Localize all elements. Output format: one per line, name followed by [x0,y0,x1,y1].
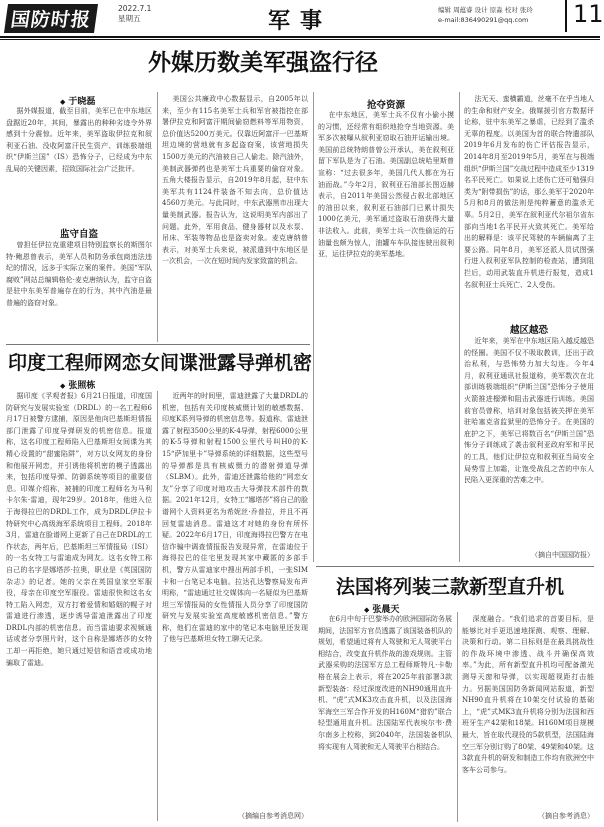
column-divider [157,92,158,342]
article3-column-2: 深度融合。“我们追求的首要目标，是能够比对手更迅速地探测、观察、理解、决策和行动。第二目标则是在最具挑战性的作战环境中渗透、战斗并确保高效率。”为此，所有新型直升机均可配备激光测导天窗和导弹，以实现超视距打击能力。另据美国国防务新闻网站报道，新型NH90直升机将在10架交付试验的基础上，“虎”式MK3直升机将分别为法国和西班牙生产42架和18架。H160M项目规模最大，旨在取代现役的5款机型，法国陆海空三军分别订购了80架、49架和40架。这3款直升机的研发和制造工作均有欧洲空中客车公司参与。 [462,615,594,774]
article1-column-4b: 近年来，美军在中东地区陷入越反越恐的怪圈。美国不仅不吸取教训，还出于政治私利，与恐怖势力加大勾连。今年4月，叙利亚通讯社报道称，美军数次在北部训练极端组织“伊斯兰国”恐怖分子使用火箭推进榴弹和阻击武器进行训练。美国前官员曾称，培训对象包括被关押在美军驻哈塞克省监狱里的恐怖分子。在美国的庇护之下，美军已将数百名“伊斯兰国”恐怖分子训练成了袭击叙利亚政府军和平民的工具，他们让伊拉克和叙利亚当局安全局势雪上加霜，让饱受战乱之苦的中东人民陷入更深重的苦难之中。 [464,337,594,485]
header-rule-thin [0,39,600,40]
column-divider [457,612,458,822]
header-rule [0,36,600,38]
article1-column-4: 法无天、蛮横霸道，丝毫不在乎当地人的生命和财产安全。俄媒援引官方数据评论称，驻中东美军之暴虐，已经到了滥杀无辜的程度。以美国为首的联合特遣部队2019年6月发布的伤亡评估报告显示，2014年8月至2019年5月，美军在与极端组织“伊斯兰国”交战过程中造成至少1319名平民死亡。如果说上述伤亡还可勉强归类为“附带损伤”的话，那么美军于2020年5月和8月的做法则是纯粹蓄意的滥杀无辜。5月2日，美军在叙利亚代尔祖尔省东部向当地1名平民开火致其死亡。美军给出的解释是：该平民驾驶的车辆偏离了主要公路。同年8月，美军还派人员试图强行进入叙利亚军队控制的检查站，遭到阻拦后，动用武装直升机进行报复，造成1名叙利亚士兵死亡、2人受伤。 [464,95,594,289]
article2-credit: （摘编自参考消息网） [238,812,308,820]
column-divider [313,92,314,562]
article3-column-1: 在6月中旬于巴黎举办的欧洲国际防务展期间，法国军方官员透露了该国装备机队的规划，希望通过将有人驾驶和无人驾驶平台相结合，改变直升机作战的游戏规则。主管武器采购的法国军方总工程师斯特凡·卡勒格在展会上表示，将在2025年前部署3款新型装备：经过深度改进的NH90通用直升机、“虎”式MK3攻击直升机，以及法国海军海空三军合作开发的H160M“猎豹”联合轻型通用直升机。法国陆军代表埃尔韦·费尔南多上校称，到2040年，法国装备机队将实现有人驾驶和无人驾驶平台相结合。 [318,615,452,751]
article1-column-1b: 曾担任伊拉克重建项目特别监察长的斯图尔特·鲍恩曾表示，美军人员和防务承包商违法违纪的情况，远多于实际立案的案件。美国“军队腐败”网站总编辑格伦·麦克唐纳认为，监守自盗是驻中东美军普遍存在的行为，其中汽油是最普遍的盗窃对象。 [6,241,152,307]
article1-credit: （摘自中国国防报） [531,551,594,559]
email-line: e-mail:836490291@qq.com [438,16,529,24]
triangle-icon: ◆ [60,98,66,106]
column-divider [459,92,460,562]
article1-column-1: 据外媒报道，截至目前，美军已在中东地区盘踞近20年，其间，暴露出的种种劣迹令外界感到十分震惊。近年来，美军盗取伊拉克和叙利亚石油、没收阿富汗民生资产、训练极端组织“伊斯兰国”（IS）恐怖分子，已经成为中东乱局的关键因素，招致国际社会广泛批评。 [6,107,152,173]
article2-column-1: 据印度《孚观者报》6月21日报道，印度国防研究与发展实验室（DRDL）的一名工程师6月17日被警方逮捕，原因是他向巴基斯坦情报部门泄露了印度导弹研发的机密信息。报道称，这名印度工程师陷入巴基斯坦女间谍为其精心设置的“甜蜜陷阱”，对方以女网友的身份和他展开网恋，并引诱他将机密的模子透露出来，包括印度导弹、防御系统等项目的重要信息。印媒介绍称，被捕的印度工程师名为马利卡尔朱·雷迪，现年29岁。2018年，他进入位于海得拉巴的DRDL工作，成为DRDL伊拉卡特研究中心高级海军系统项目工程师。2018年3月，雷迪在脸谱网上更新了自己在DRDL的工作状态，两年后，巴基斯坦三军情报局（ISI）的一名女特工与雷迪成为网友。这名女特工称自己的名字是娜塔莎·拉奥，职业是《英国国防杂志》的记者。她的父亲在英国皇家空军服役，母亲在印度空军服役。雷迪很快和这名女特工陷入网恋，双方打着爱情和婚姻的幌子对雷迪进行渗透，逐步诱导雷迪泄露出了印度DRDL内部的机密信息。而当雷迪要求视频通话或者分享照片时，这个自称是娜塔莎的女特工却一再拒绝，她只通过短信和语音或成功地骗取了雷迪。 [6,392,152,667]
byline-name: 张晨天 [372,605,400,615]
article2-byline [60,378,95,391]
article2-headline: 印度工程师网恋女间谍泄露导弹机密 [8,352,313,374]
article2-column-2: 近两年的时间里，雷迪泄露了大量DRDL的机密，包括有关印度核威慑计划的敏感数据、印度K系列导弹的机密信息等。报道称，雷迪泄露了射程3500公里的K-4导弹，射程6000公里的K-5导弹和射程1500公里代号叫H0的K-15“萨加里卡”导弹系统的详细数据，这些型号的导弹都是具有核威慑力的潜射弹道导弹（SLBM）。此外，雷迪还泄露给他的“网恋女友”分享了印度对地攻击大导弹技术部件的数据。2021年12月，女特工“娜塔莎”将自己的脸谱网个人资料更名为希妮丝·乔普拉，并且不再回复雷迪消息。雷迪这才对她的身份有所怀疑。2022年6月17日，印度海得拉巴警方在电信诈骗中调查情报报告发现异常，在雷迪位于海得拉巴的住宅里发现其家中藏匿的多部手机，警方从雷迪家中搜出两部手机，一张SIM卡和一台笔记本电脑。拉达孔达警察局发布声明称，“雷迪通过社交媒体向一名疑似为巴基斯坦三军情报局的女性情报人员分享了印度国防研究与发展实验室高度敏感机密信息。”警方称，他们在雷迪的家中的笔记本电脑里还发现了他与巴基斯坦女特工聊天记录。 [162,392,308,644]
byline-name: 于晓磊 [68,97,96,107]
byline-name: 张照栋 [68,381,96,391]
section-divider [316,566,594,567]
triangle-icon: ◆ [364,606,370,614]
page-number: 11 [565,0,604,32]
article3-headline: 法国将列装三款新型直升机 [336,576,565,598]
column-divider [157,391,158,821]
issue-date-block [118,4,151,24]
article3-credit: （摘自参考消息） [538,812,594,820]
editors-line: 编辑 周蕴睿 设计 原淼 校对 张玲 [438,6,533,14]
editorial-info [438,5,533,25]
article1-subhead-2: 抢夺资源 [366,100,405,111]
section-title: 军事 [268,9,333,34]
article1-headline: 外媒历数美军强盗行径 [148,50,378,76]
triangle-icon: ◆ [60,382,66,390]
issue-weekday: 星期五 [118,14,141,23]
section-divider [6,344,310,345]
article1-column-2: 美国公共廉政中心数据显示，自2005年以来，至少有115名美军士兵和军官被指控在部署伊拉克和阿富汗期间偷窃燃料等军用物资，总价值达5200万美元。仅靠近阿富汗一巴基斯坦边境的营地就有多起盗窃案，该营地损失1500万美元的汽油被自己人偷走。除汽油外，美制武器弹药也是美军士兵重要的偷窃对象。五角大楼报告显示，自2019年8月起，驻中东美军共有1124件装备不知去向，总价值达4560万美元。与此同时，中东武器黑市出现大量美制武器。报告认为，这说明美军内部出了问题。此外，军用食品、健身器材以及水泵、吊床、军装等物品也是盗卖对象。麦克唐纳曾表示，对美军士兵来说，被派遣到中东地区是一次机会，一次在短时间内发家致富的机会。 [162,95,308,266]
article1-column-3: 在中东地区，美军士兵不仅有小偷小摸的习惯，还经常有组织地抢夺当地资源。美军多次被曝从叙利亚窃取石油并运输出境。美国前总统特朗普曾公开承认，美在叙利亚留下军队是为了石油。美国副总统哈里斯曾宣称：“过去很多年，美国几代人都在为石油而战。”今年2月，叙利亚石油部长图迈赫表示，自2011年美国公然侵占叙北部地区的油田以来，叙利亚石油部门已累计损失1000亿美元，美军通过盗取石油获得大量非法收入。此前，美军士兵一次性偷运的石油量也颇为惊人，油罐车车队接连驶出叙利亚，运往伊拉克的美军基地。 [318,111,454,259]
article1-subhead-3: 越区越恐 [509,325,548,336]
issue-date: 2022.7.1 [118,4,152,13]
article1-subhead-1: 监守自盗 [59,229,98,240]
masthead: 国防时报 [4,4,98,33]
